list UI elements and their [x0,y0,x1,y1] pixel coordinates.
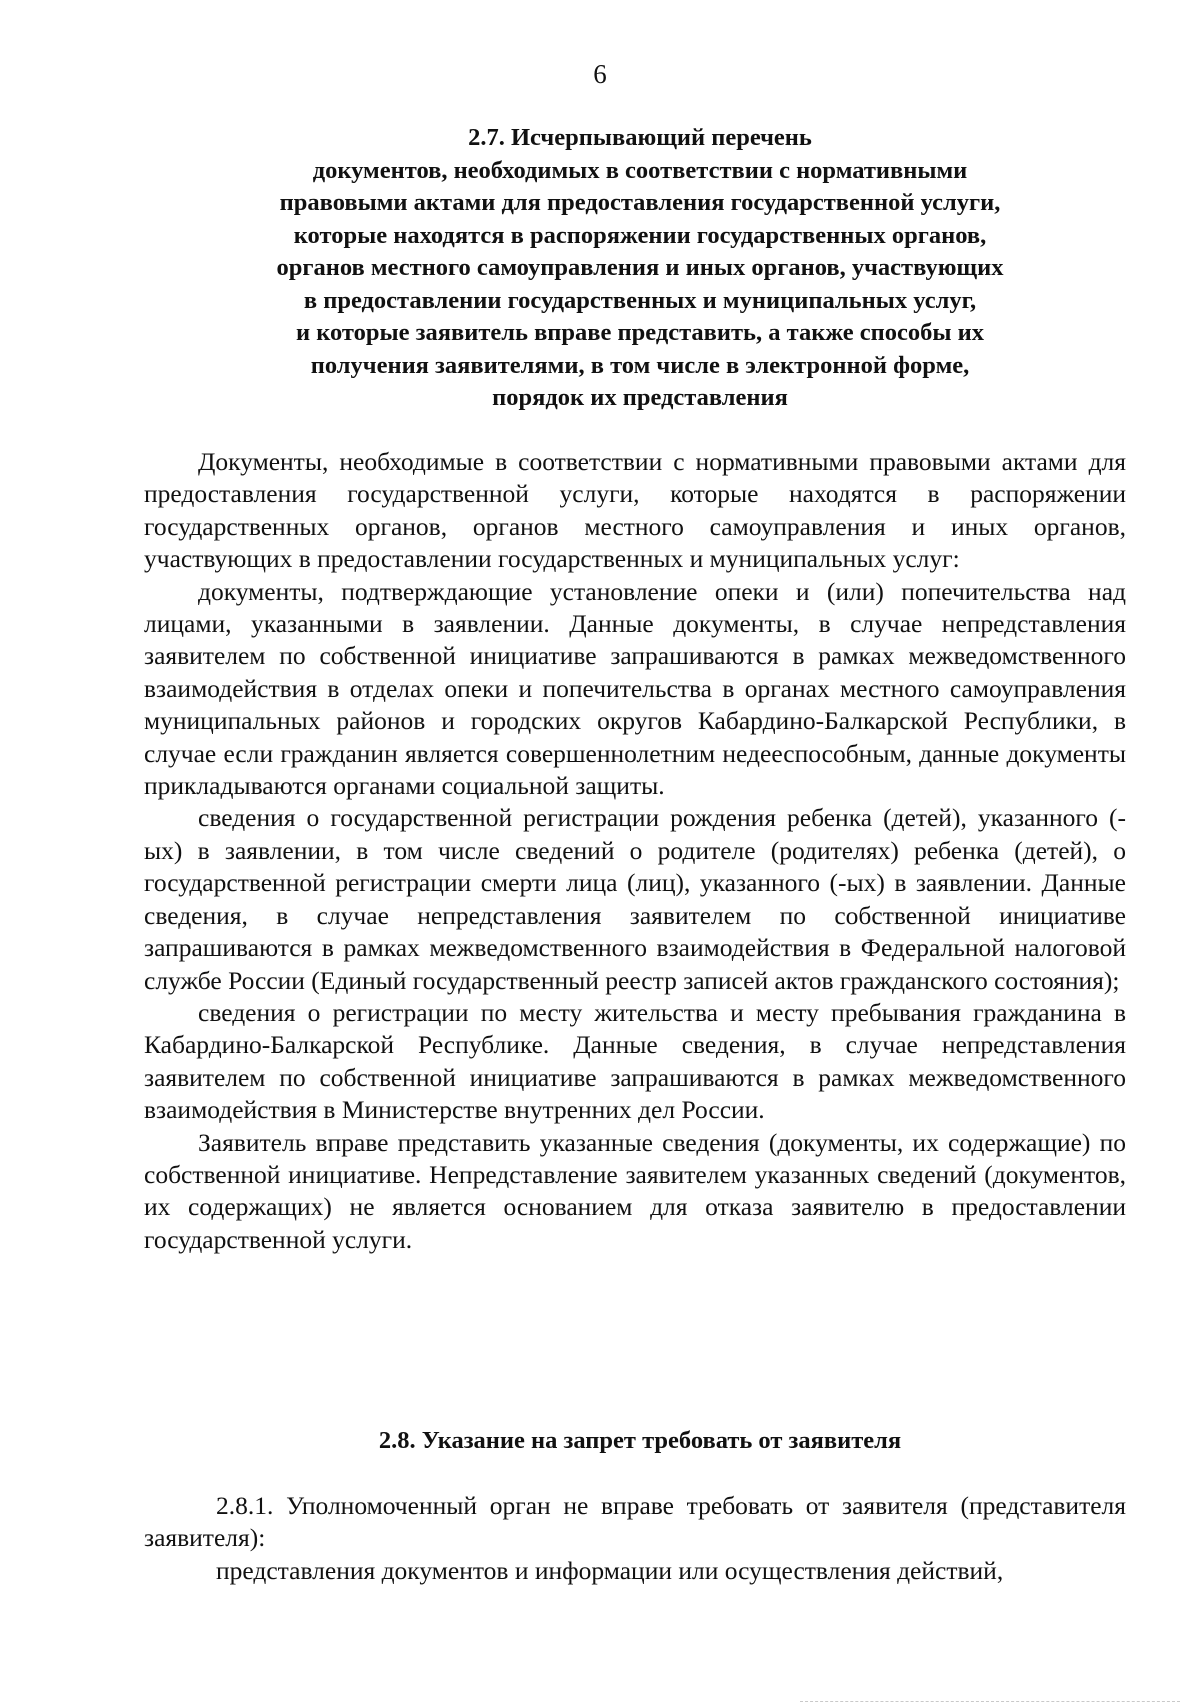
paragraph: Документы, необходимые в соответствии с нормативными правовыми актами для предоставления государственной услуги, которые находятся в распоряжении государственных органов, органов местного самоуправления и иных органов, участвующих в предоставлении государственных и муниципальных услуг: [144,447,1126,574]
paragraph: Заявитель вправе представить указанные сведения (документы, их содержащие) по собственной инициативе. Непредставление заявителем указанных сведений (документов, их содержащих) не является основанием для отказа заявителю в предоставлении государственной услуги. [144,1127,1126,1254]
heading-line: в предоставлении государственных и муниципальных услуг, [303,286,977,314]
heading-line: получения заявителями, в том числе в электронной форме, [310,351,970,379]
page-number: 6 [593,59,607,89]
section-2-7-body [144,446,1126,1256]
section-2-8-heading [150,1425,1130,1458]
paragraph: сведения о государственной регистрации рождения ребенка (детей), указанного (-ых) в заявлении, в том числе сведений о родителе (родителях) ребенка (детей), о государственной регистрации смерти лица (лиц), указанного (-ых) в заявлении. Данные сведения, в случае непредставления заявителем по собственной инициативе запрашиваются в рамках межведомственного взаимодействия в Федеральной налоговой службе России (Единый государственный реестр записей актов гражданского состояния); [144,803,1126,995]
footer-scan-line [800,1701,1180,1702]
heading-line: и которые заявитель вправе представить, а также способы их [295,319,985,346]
heading-line: 2.7. Исчерпывающий перечень [468,124,812,151]
heading-line: которые находятся в распоряжении государственных органов, [293,221,987,249]
heading-line: документов, необходимых в соответствии с нормативными [312,156,968,184]
section-2-8-body [144,1490,1126,1587]
section-2-7-heading [150,122,1130,415]
paragraph: представления документов и информации или осуществления действий, [216,1555,1004,1585]
heading-line: 2.8. Указание на запрет требовать от заявителя [378,1427,902,1454]
paragraph: документы, подтверждающие установление опеки и (или) попечительства над лицами, указанными в заявлении. Данные документы, в случае непредставления заявителем по собственной инициативе запрашиваются в рамках межведомственного взаимодействия в отделах опеки и попечительства в органах местного самоуправления муниципальных районов и городских округов Кабардино-Балкарской Республики, в случае если гражданин является совершеннолетним недееспособным, данные документы прикладываются органами социальной защиты. [144,576,1126,801]
heading-line: органов местного самоуправления и иных органов, участвующих [276,254,1004,281]
heading-line: правовыми актами для предоставления государственной услуги, [279,189,1001,216]
paragraph: 2.8.1. Уполномоченный орган не вправе требовать от заявителя (представителя заявителя): [144,1491,1126,1553]
paragraph: сведения о регистрации по месту жительства и месту пребывания гражданина в Кабардино-Балкарской Республике. Данные сведения, в случае непредставления заявителем по собственной инициативе запрашиваются в рамках межведомственного взаимодействия в Министерстве внутренних дел России. [144,997,1126,1125]
heading-line: порядок их представления [492,384,788,411]
